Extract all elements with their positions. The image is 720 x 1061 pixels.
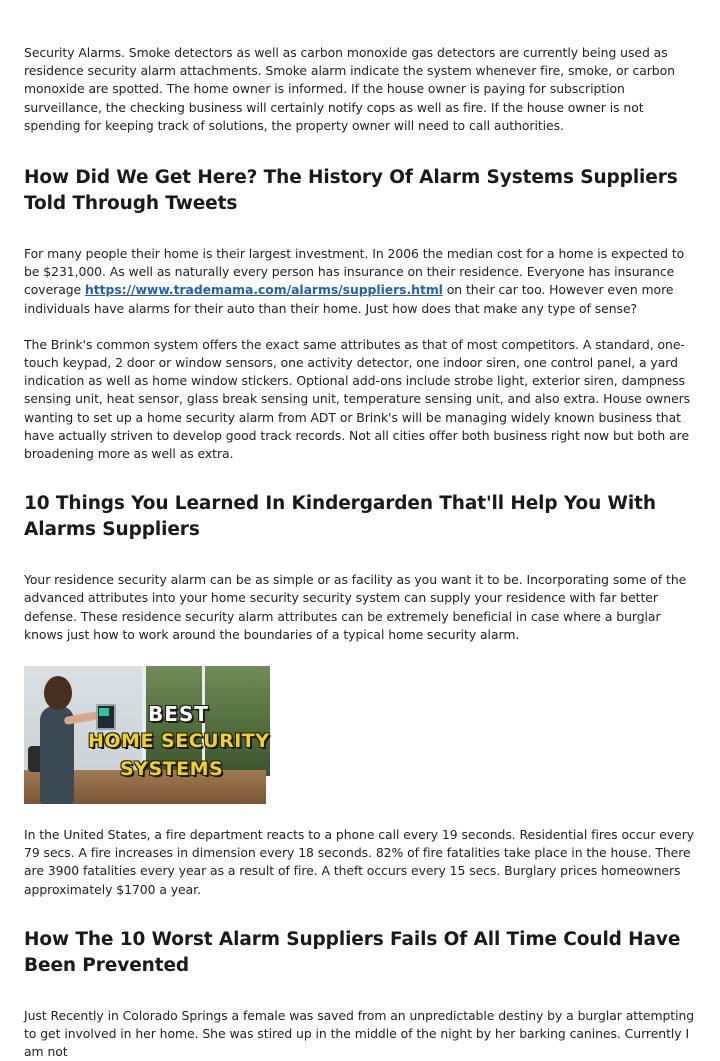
image-woman-head [44, 676, 72, 710]
paragraph-text-after-link: on their car too. However even more individuals have alarms for their auto than their home. Just how does that make any type of sense? [24, 282, 674, 316]
paragraph-brinks-system: The Brink's common system offers the exact same attributes as that of most competitors. A standard, one-touch keypad, 2 door or window sensors, one activity detector, one indoor siren, one control panel, a yard indication as well as home window stickers. Optional add-ons include strobe light, exterior siren, dampness sensing unit, heat sensor, glass break sensing unit, temperature sensing unit, and also extra. House owners wanting to set up a home security alarm from ADT or Brink's will be managing widely known business that have actually striven to develop good track records. Not all cities offer both business right now but both are broadening more as well as extra. [24, 336, 691, 462]
article-body [24, 44, 696, 1061]
paragraph-text-before-link: For many people their home is their largest investment. In 2006 the median cost for a home is expected to be $231,000. As well as naturally every person has insurance on their residence. Everyone has insurance coverage [24, 246, 685, 298]
image-scene [24, 666, 270, 804]
paragraph-security-alarms: Security Alarms. Smoke detectors as well as carbon monoxide gas detectors are currently being used as residence security alarm attachments. Smoke alarm indicate the system whenever fire, smoke, or carbon monoxide are spotted. The home owner is informed. If the house owner is paying for subscription surveillance, the checking business will certainly notify cops as well as fire. If the house owner is not spending for keeping track of solutions, the property owner will need to call authorities. [24, 45, 675, 133]
paragraph-home-investment [24, 245, 696, 318]
suppliers-link[interactable]: https://www.trademama.com/alarms/suppliers.html [85, 282, 443, 298]
image-keypad-screen [99, 708, 109, 716]
heading-kindergarden-lessons: 10 Things You Learned In Kindergarden That'll Help You With Alarms Suppliers [24, 493, 656, 541]
image-title-systems: SYSTEMS [120, 758, 224, 781]
paragraph-fire-statistics: In the United States, a fire department reacts to a phone call every 19 seconds. Residential fires occur every 79 secs. A fire increases in dimension every 18 seconds. 82% of fire fatalities take place in the house. There are 3900 fatalities every year as a result of fire. A theft occurs every 15 secs. Burglary prices homeowners approximately $1700 a year. [24, 827, 695, 897]
heading-history-of-alarm-systems: How Did We Get Here? The History Of Alarm Systems Suppliers Told Through Tweets [24, 167, 678, 215]
paragraph-advanced-attributes: Your residence security alarm can be as simple or as facility as you want it to be. Incorporating some of the advanced attributes into your home security security system can supply your residence with far better defense. These residence security alarm attributes can be extremely beneficial in case where a burglar knows just how to work around the boundaries of a typical home security alarm. [24, 572, 687, 642]
image-title-best: BEST [148, 702, 209, 727]
heading-worst-alarm-suppliers: How The 10 Worst Alarm Suppliers Fails Of All Time Could Have Been Prevented [24, 928, 681, 976]
paragraph-colorado-springs: Just Recently in Colorado Springs a female was saved from an unpredictable destiny by a burglar attempting to get involved in her home. She was stired up in the middle of the night by her barking canines. Currently I am not [24, 1007, 695, 1060]
image-title-home-security: HOME SECURITY [88, 730, 270, 753]
best-home-security-systems-image [24, 666, 270, 804]
